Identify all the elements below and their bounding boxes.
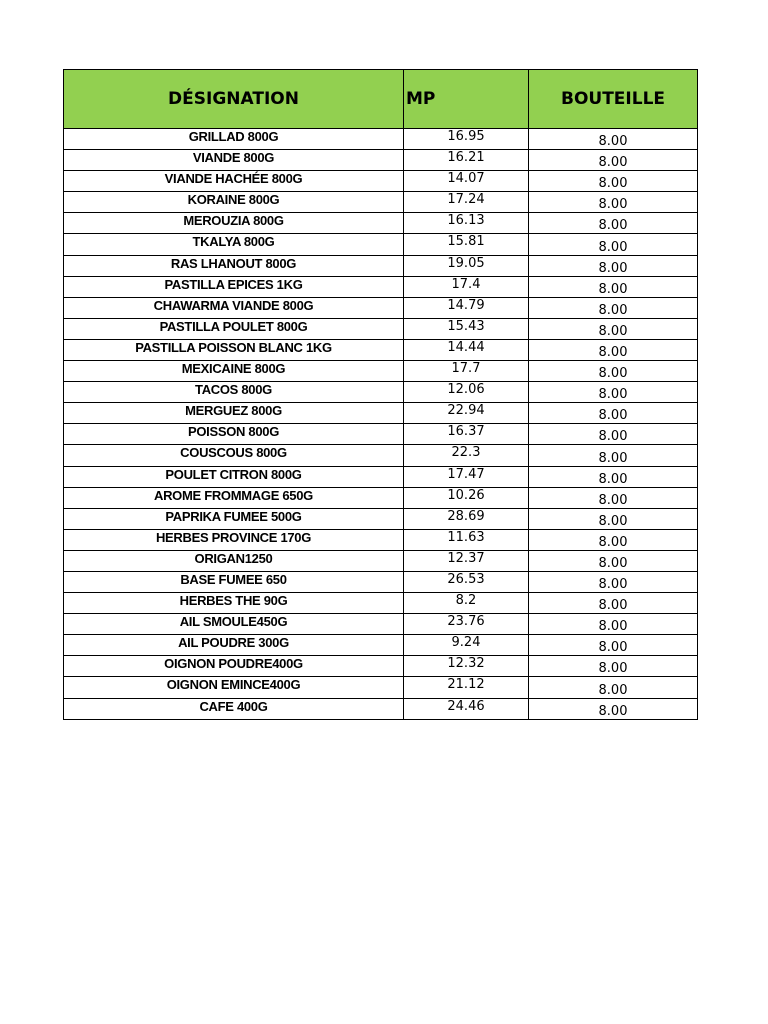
- cell-mp: 14.44: [404, 339, 529, 360]
- table-row: [64, 339, 698, 360]
- cell-bouteille: 8.00: [529, 403, 698, 424]
- table-row: [64, 403, 698, 424]
- cell-bouteille: 8.00: [529, 424, 698, 445]
- cell-designation: AIL POUDRE 300G: [64, 635, 404, 656]
- cell-bouteille: 8.00: [529, 614, 698, 635]
- cell-mp: 15.81: [404, 234, 529, 255]
- cell-designation: PAPRIKA FUMEE 500G: [64, 508, 404, 529]
- header-designation: DÉSIGNATION: [64, 70, 404, 129]
- cell-bouteille: 8.00: [529, 171, 698, 192]
- cell-bouteille: 8.00: [529, 466, 698, 487]
- cell-designation: OIGNON POUDRE400G: [64, 656, 404, 677]
- header-bouteille: BOUTEILLE: [529, 70, 698, 129]
- table-row: [64, 487, 698, 508]
- table-row: [64, 614, 698, 635]
- cell-mp: 14.07: [404, 171, 529, 192]
- cell-mp: 17.4: [404, 276, 529, 297]
- cell-mp: 28.69: [404, 508, 529, 529]
- cell-designation: MEROUZIA 800G: [64, 213, 404, 234]
- table-row: [64, 234, 698, 255]
- table-row: [64, 361, 698, 382]
- cell-mp: 26.53: [404, 571, 529, 592]
- cell-mp: 19.05: [404, 255, 529, 276]
- table-row: [64, 424, 698, 445]
- cell-bouteille: 8.00: [529, 297, 698, 318]
- cell-bouteille: 8.00: [529, 698, 698, 719]
- table-header: [64, 70, 698, 129]
- cell-designation: OIGNON EMINCE400G: [64, 677, 404, 698]
- cell-designation: VIANDE HACHÉE 800G: [64, 171, 404, 192]
- header-row: [64, 70, 698, 129]
- cell-bouteille: 8.00: [529, 529, 698, 550]
- cell-bouteille: 8.00: [529, 192, 698, 213]
- cell-mp: 16.13: [404, 213, 529, 234]
- cell-designation: BASE FUMEE 650: [64, 571, 404, 592]
- cell-bouteille: 8.00: [529, 339, 698, 360]
- table-row: [64, 171, 698, 192]
- cell-mp: 12.06: [404, 382, 529, 403]
- cell-designation: TKALYA 800G: [64, 234, 404, 255]
- table-row: [64, 508, 698, 529]
- cell-bouteille: 8.00: [529, 318, 698, 339]
- cell-mp: 15.43: [404, 318, 529, 339]
- cell-bouteille: 8.00: [529, 276, 698, 297]
- table-row: [64, 255, 698, 276]
- price-table: [63, 69, 698, 720]
- cell-designation: GRILLAD 800G: [64, 129, 404, 150]
- table-row: [64, 677, 698, 698]
- cell-designation: POULET CITRON 800G: [64, 466, 404, 487]
- cell-designation: HERBES PROVINCE 170G: [64, 529, 404, 550]
- table-row: [64, 129, 698, 150]
- cell-mp: 9.24: [404, 635, 529, 656]
- cell-bouteille: 8.00: [529, 593, 698, 614]
- table-row: [64, 466, 698, 487]
- cell-bouteille: 8.00: [529, 382, 698, 403]
- cell-bouteille: 8.00: [529, 361, 698, 382]
- cell-designation: HERBES THE 90G: [64, 593, 404, 614]
- table-row: [64, 276, 698, 297]
- cell-designation: CHAWARMA VIANDE 800G: [64, 297, 404, 318]
- cell-designation: MERGUEZ 800G: [64, 403, 404, 424]
- cell-designation: AROME FROMMAGE 650G: [64, 487, 404, 508]
- cell-mp: 11.63: [404, 529, 529, 550]
- cell-bouteille: 8.00: [529, 656, 698, 677]
- table-row: [64, 550, 698, 571]
- cell-bouteille: 8.00: [529, 487, 698, 508]
- cell-bouteille: 8.00: [529, 635, 698, 656]
- table-row: [64, 318, 698, 339]
- cell-bouteille: 8.00: [529, 550, 698, 571]
- cell-designation: PASTILLA EPICES 1KG: [64, 276, 404, 297]
- cell-designation: ORIGAN1250: [64, 550, 404, 571]
- cell-designation: POISSON 800G: [64, 424, 404, 445]
- cell-mp: 17.47: [404, 466, 529, 487]
- cell-mp: 22.3: [404, 445, 529, 466]
- cell-designation: MEXICAINE 800G: [64, 361, 404, 382]
- cell-mp: 12.32: [404, 656, 529, 677]
- cell-designation: PASTILLA POISSON BLANC 1KG: [64, 339, 404, 360]
- cell-bouteille: 8.00: [529, 508, 698, 529]
- cell-bouteille: 8.00: [529, 234, 698, 255]
- cell-designation: AIL SMOULE450G: [64, 614, 404, 635]
- table-row: [64, 382, 698, 403]
- table-row: [64, 635, 698, 656]
- cell-designation: KORAINE 800G: [64, 192, 404, 213]
- cell-bouteille: 8.00: [529, 150, 698, 171]
- cell-mp: 14.79: [404, 297, 529, 318]
- cell-mp: 12.37: [404, 550, 529, 571]
- cell-mp: 16.95: [404, 129, 529, 150]
- table-row: [64, 297, 698, 318]
- table-row: [64, 656, 698, 677]
- cell-bouteille: 8.00: [529, 445, 698, 466]
- cell-designation: PASTILLA POULET 800G: [64, 318, 404, 339]
- cell-mp: 21.12: [404, 677, 529, 698]
- table-row: [64, 445, 698, 466]
- cell-designation: TACOS 800G: [64, 382, 404, 403]
- cell-mp: 10.26: [404, 487, 529, 508]
- cell-mp: 23.76: [404, 614, 529, 635]
- table-body: [64, 129, 698, 720]
- cell-bouteille: 8.00: [529, 213, 698, 234]
- cell-designation: RAS LHANOUT 800G: [64, 255, 404, 276]
- table-row: [64, 150, 698, 171]
- table-row: [64, 698, 698, 719]
- table-row: [64, 192, 698, 213]
- cell-mp: 22.94: [404, 403, 529, 424]
- cell-mp: 17.7: [404, 361, 529, 382]
- table-row: [64, 571, 698, 592]
- cell-bouteille: 8.00: [529, 129, 698, 150]
- cell-bouteille: 8.00: [529, 677, 698, 698]
- cell-mp: 16.37: [404, 424, 529, 445]
- cell-mp: 17.24: [404, 192, 529, 213]
- cell-mp: 8.2: [404, 593, 529, 614]
- table-row: [64, 529, 698, 550]
- cell-designation: CAFE 400G: [64, 698, 404, 719]
- cell-designation: COUSCOUS 800G: [64, 445, 404, 466]
- cell-mp: 24.46: [404, 698, 529, 719]
- cell-designation: VIANDE 800G: [64, 150, 404, 171]
- cell-bouteille: 8.00: [529, 571, 698, 592]
- table-row: [64, 593, 698, 614]
- header-mp: MP: [404, 70, 529, 129]
- cell-bouteille: 8.00: [529, 255, 698, 276]
- cell-mp: 16.21: [404, 150, 529, 171]
- table-row: [64, 213, 698, 234]
